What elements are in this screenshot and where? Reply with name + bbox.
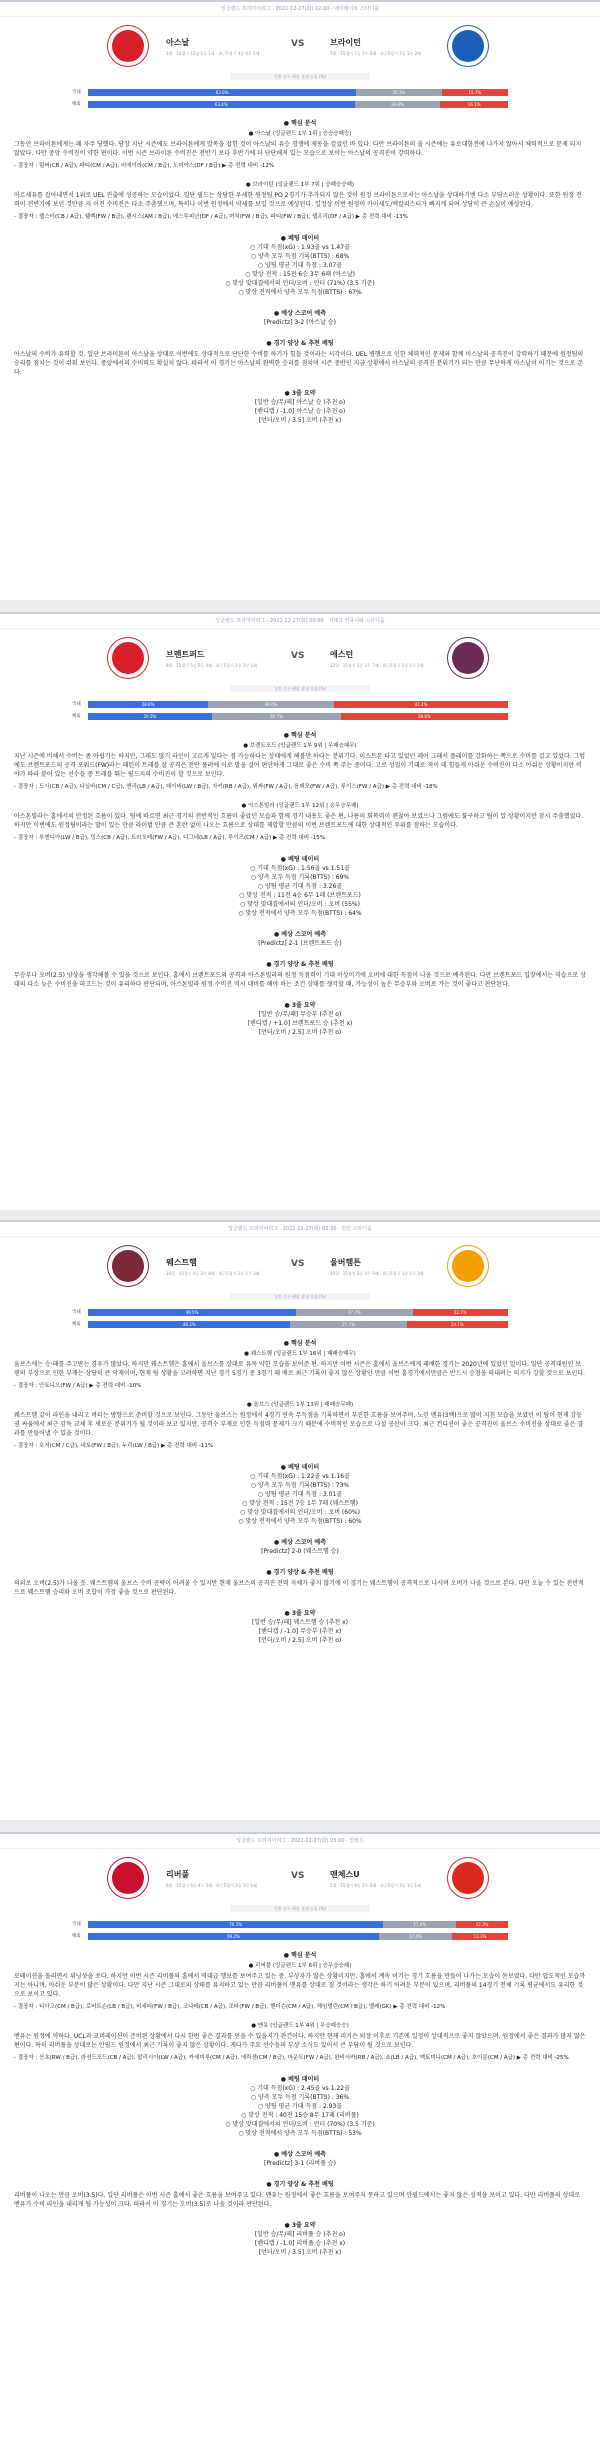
odds-row-label: 국내 bbox=[72, 702, 81, 707]
recommendation-title: ● 경기 양상 & 추천 베팅 bbox=[266, 2181, 334, 2188]
betting-data-line: ○ 양팀 평균 기대 득점 : 2.93골 bbox=[257, 2103, 343, 2110]
summary-title: ● 3줄 요약 bbox=[284, 1002, 316, 1009]
match-topline: 잉글랜드 프리미어리그 · 2022-12-27(화) 02:30 · 런던 스타디움 bbox=[0, 1222, 600, 1237]
betting-data-line: ○ 맞상 전적에서 양측 모두 득점(BTTS) : 60% bbox=[238, 1518, 362, 1525]
away-team-record: 7위 · 15경기 7승 3무 5패 · 최근5경기 2승 1무 2패 bbox=[330, 51, 421, 56]
summary-line: [언더/오버 / 2.5] 오버 (추천 o) bbox=[258, 1637, 342, 1644]
odds-draw-segment: 20.4% bbox=[355, 101, 441, 108]
away-team-name: 맨체스U bbox=[330, 1870, 360, 1879]
home-team-heading: ● 리버풀 (잉글랜드 1부 6위 | 승무승승패) bbox=[248, 1963, 352, 1969]
odds-home-segment: 69.2% bbox=[88, 1933, 379, 1940]
prediction-title: ● 예상 스코어 예측 bbox=[273, 1539, 327, 1546]
match-card bbox=[0, 1832, 600, 2446]
match-topline: 잉글랜드 프리미어리그 · 2022-12-27(화) 05:00 · 안필드 bbox=[0, 1834, 600, 1849]
betting-data-line: ○ 맞상 맞대결에서의 언더/오버 : 오버 (55%) bbox=[240, 901, 360, 908]
recommendation-text: 아스날의 수비가 유력할 것. 일단 브라이튼이 아스날을 상대로 이번에도 상대적으로 단단한 수비를 하기가 힘들 것이라는 시각이다. UEL 병행으로 인한 체력적인 문제와 함께 이스날의 공격진이 강력하기 때문에 원정팀의 승리를 점치는 것이 쉬워 보인다. 중앙에서의 수비력도 확실치 않다. 따라서 이 경기는 아스날의 완벽한 승리를 점치며 시즌 중반인 지금 상황에서 아스날의 공격진 분위기가 되는 만큼 무난하게 아스날이 이기는 것으로 본다. bbox=[14, 351, 584, 376]
home-team-heading: ● 브렌트포드 (잉글랜드 1부 9위 | 무패승패무) bbox=[243, 743, 357, 749]
odds-row bbox=[72, 1921, 508, 1928]
betting-data-title: ● 베팅 데이터 bbox=[280, 2076, 320, 2083]
home-team-logo-icon bbox=[108, 26, 148, 66]
match-header bbox=[0, 1849, 600, 1919]
away-team-heading: ● 아스톤빌라 (잉글랜드 1부 12위 | 승무승무패) bbox=[241, 803, 359, 809]
odds-away-segment: 41.4% bbox=[334, 701, 508, 708]
home-team-record: 9위 · 15경기 5승 6무 4패 · 최근5경기 2승 2무 1패 bbox=[166, 663, 257, 668]
betting-data-line: ○ 맞상 전적에서 양측 모두 득점(BTTS) : 67% bbox=[238, 289, 362, 296]
betting-data-line: ○ 기대 득점(xG) : 1.22골 vs 1.16골 bbox=[250, 1473, 350, 1480]
prediction-score: [Predictz] 3-2 (아스날 승) bbox=[264, 319, 336, 326]
home-team-logo-icon bbox=[108, 638, 148, 678]
betting-data-line: ○ 양팀 평균 기대 득점 : 3.07골 bbox=[257, 262, 343, 269]
away-team-logo-icon bbox=[448, 1858, 488, 1898]
away-team-analysis: 마르세유를 잡아내면서 1위로 UEL 진출에 성공하는 모습이었다. 일단 필드는 상당한 우세한 원정팀 PO 2경기가 추가되지 않은 것이 원정 브라이튼으로서는 아스날을 상대하기엔 다소 부담스러운 상황이다. 또한 원정 전력이 전반기에 보인 것만큼 지 이전 수비진은 다소 주춤했으며, 특히나 이번 원정에서 약세를 보일 것으로 예상된다. 일정상 이번 원정이 카이세도/맥칼리스터가 빠지게 되어 상당히 큰 손실이 예상된다. bbox=[14, 192, 582, 208]
odds-bars bbox=[0, 1307, 600, 1333]
home-team-injuries: - 결장자 : 안토니오(FW / A급) ▶ 총 전력 대비 -10% bbox=[14, 1383, 142, 1389]
section-title: ● 핵심 분석 bbox=[283, 732, 317, 739]
away-team-heading: ● 맨유 (잉글랜드 1부 4위 | 무승패승승) bbox=[251, 2023, 349, 2029]
home-team-heading: ● 웨스트햄 (잉글랜드 1부 16위 | 패패승패무) bbox=[244, 1351, 356, 1357]
odds-caption: 일반 승무·배당 상대 승률 (%) bbox=[230, 1905, 370, 1912]
section-title: ● 핵심 분석 bbox=[283, 1952, 317, 1959]
prediction-title: ● 예상 스코어 예측 bbox=[273, 931, 327, 938]
betting-data-line: ○ 양측 모두 득점 기록(BTTS) : 68% bbox=[250, 253, 350, 260]
away-team-record: 19위 · 15경기 2승 4무 9패 · 최근5경기 1승 1무 3패 bbox=[330, 1271, 424, 1276]
summary-line: [핸디캡 / -1.0] 무승부 (추천 x) bbox=[258, 1628, 342, 1635]
odds-bars bbox=[0, 1919, 600, 1945]
match-header bbox=[0, 1237, 600, 1307]
odds-draw-segment: 27.7% bbox=[296, 1309, 412, 1316]
away-team-name: 브라이턴 bbox=[330, 38, 361, 47]
betting-data-line: ○ 맞상 전적 : 40전 15승 8무 17패 (리버풀) bbox=[241, 2112, 359, 2119]
summary-line: [핸디캡 / -1.0] 아스날 승 (추천 o) bbox=[254, 408, 346, 415]
home-team-name: 웨스트햄 bbox=[166, 1258, 197, 1267]
betting-data-line: ○ 양측 모두 득점 기록(BTTS) : 36% bbox=[250, 2094, 350, 2101]
odds-row-label: 해외 bbox=[72, 1322, 81, 1327]
home-team-heading: ● 아스날 (잉글랜드 1부 1위 | 승승승패승) bbox=[248, 131, 352, 137]
odds-home-segment: 63.6% bbox=[88, 89, 356, 96]
odds-row bbox=[72, 713, 508, 720]
home-team-analysis: 울브스에는 승·패를 주고받는 경우가 많았다. 하지만 웨스트햄은 홈에서 울브스를 상대로 유독 약한 모습을 보여준 편. 하지만 이번 시즌은 홈에서 울브스에게 패배한 경기는 2020년에 있었던 일이다. 일단 공격대원인 보웬의 부상으로 인한 부재는 상당히 큰 악재이며, 현재 팀 상황을 고려하면 지난 경기 5경기 중 3경기 패 배로 최근 기록이 좋지 않은 상황인 만큼 이번 홈경기에서만큼은 반드시 승점을 따내려는 의지가 강할 것으로 보인다. bbox=[14, 1361, 585, 1377]
betting-data-title: ● 베팅 데이터 bbox=[280, 1464, 320, 1471]
section-title: ● 핵심 분석 bbox=[283, 1340, 317, 1347]
versus-label: VS bbox=[291, 1871, 305, 1881]
home-team-injuries: - 결장자 : 티아고(CM / B급), 로버트슨(LB / B급), 비세티(FW / B급), 코나테(CB / A급), 조타(FW / B급), 헨더슨(CM / A급), 체임벌린(CM / B급), 멜레(GK) ▶ 총 전력 대비 -12% bbox=[14, 2004, 446, 2010]
odds-row bbox=[72, 89, 508, 96]
betting-data-line: ○ 맞상 맞대결에서의 언더/오버 : 오버 (60%) bbox=[240, 1509, 360, 1516]
away-team-name: 애스턴 bbox=[330, 650, 354, 659]
away-team-analysis: 웨스트햄 같이 라인을 내리고 버티는 방향으로 준비할 것으로 보인다. 그동안 울브스는 원정에서 4경기 연속 무득점을 기록하면서 부진한 흐름을 보여주며, 노린 맨유(3백)으로 많이 지친 모습을 보였던 이 팀이 현재 강등권 싸움에서 최근 감독 교체 후 새로운 분위기가 될 것이라 보고 있지만, 공격수 부재로 인한 득점력 문제가 크기 때문에 수비적인 모습으로 나설 공산이 크다. 최근 컨디션이 좋은 공격진이 울브스 수비진을 상대로 좋은 결과를 만들어낼 수 있을 것이다. bbox=[14, 1412, 584, 1437]
betting-data-line: ○ 맞상 전적 : 15전 7승 1무 7패 (웨스트햄) bbox=[242, 1500, 358, 1507]
summary-line: [핸디캡 / -1.0] 리버풀 승 (추천 x) bbox=[254, 2240, 346, 2247]
summary-line: [일반 승/무/패] 리버풀 승 (추천 o) bbox=[254, 2231, 346, 2238]
summary-line: [언더/오버 / 3.5] 오버 (추천 x) bbox=[258, 417, 342, 424]
match-analysis bbox=[0, 725, 600, 1037]
summary-line: [일반 승/무/패] 아스날 승 (추천 o) bbox=[254, 399, 346, 406]
match-card bbox=[0, 0, 600, 600]
odds-home-segment: 29.5% bbox=[88, 713, 212, 720]
betting-data-line: ○ 양측 모두 득점 기록(BTTS) : 73% bbox=[250, 1482, 350, 1489]
away-team-logo-icon bbox=[448, 1246, 488, 1286]
match-topline: 잉글랜드 프리미어리그 · 2022-12-27(화) 00:00 · 지테크 커뮤니티 스타디움 bbox=[0, 614, 600, 629]
away-team-heading: ● 울브스 (잉글랜드 1부 13위 | 패패승무패) bbox=[246, 1402, 354, 1408]
odds-draw-segment: 20.3% bbox=[356, 89, 442, 96]
summary-title: ● 3줄 요약 bbox=[284, 1610, 316, 1617]
summary-line: [일반 승/무/패] 웨스트햄 승 (추천 x) bbox=[251, 1619, 349, 1626]
betting-data-line: ○ 양측 모두 득점 기록(BTTS) : 69% bbox=[250, 874, 350, 881]
home-team-record: 16위 · 15경기 4승 3무 8패 · 최근5경기 1승 1무 3패 bbox=[166, 1271, 260, 1276]
odds-home-segment: 70.2% bbox=[88, 1921, 383, 1928]
odds-away-segment: 16.1% bbox=[440, 101, 508, 108]
odds-row bbox=[72, 1933, 508, 1940]
odds-bars bbox=[0, 87, 600, 113]
home-team-record: 6위 · 15경기 6승 4무 5패 · 최근5경기 3승 1무 1패 bbox=[166, 1883, 257, 1888]
betting-data-line: ○ 맞상 맞대결에서의 언더/오버 : 언더 (71%) (3.5 기준) bbox=[225, 280, 375, 287]
odds-bars bbox=[0, 699, 600, 725]
betting-data-line: ○ 맞상 전적 : 11전 4승 6무 1패 (브렌트포드) bbox=[239, 892, 361, 899]
odds-away-segment: 12.3% bbox=[456, 1921, 508, 1928]
odds-row-label: 해외 bbox=[72, 1934, 81, 1939]
away-team-injuries: - 결장자 : 호지(CM / C급), 네토(FW / B급), 누리(LW / B급) ▶ 총 전력 대비 -11% bbox=[14, 1443, 214, 1449]
home-team-logo-icon bbox=[108, 1858, 148, 1898]
away-team-heading: ● 브라이턴 (잉글랜드 1부 7위 | 승패승승패) bbox=[245, 182, 355, 188]
away-team-record: 12위 · 15경기 5승 3무 7패 · 최근5경기 2승 1무 2패 bbox=[330, 663, 424, 668]
betting-data-line: ○ 양팀 평균 기대 득점 : 3.01골 bbox=[257, 1491, 343, 1498]
away-team-injuries: - 결장자 : 웹스터(CB / A급), 웰벡(FW / B급), 랜시스(AM / B급), 에스투피난(DF / A급), 머치(FW / B급), 파티(FW / B급), 웹프리(DF / A급) ▶ 총 전력 대비 -13% bbox=[14, 214, 408, 220]
recommendation-text: 리버풀이 나오는 만큼 오버(3.5)다. 일단 리버풀은 이번 시즌 홈에서 좋은 흐름을 보여주고 있다. 맨유는 원정에서 좋은 흐름을 보여주지 못하고 있으며 안필드에서는 좋지 않은 성적을 보이고 있다. 다만 리버풀의 상대로 맨유가 수비 라인을 내리게 될 가능성이 크다. 따라서 이 경기는 오버(3.5)로 나올 것이라 판단된다. bbox=[14, 2192, 581, 2208]
away-team-logo-icon bbox=[448, 638, 488, 678]
odds-caption: 일반 승무·배당 상대 승률 (%) bbox=[230, 1293, 370, 1300]
home-team-name: 리버풀 bbox=[166, 1870, 190, 1879]
home-team-logo-icon bbox=[108, 1246, 148, 1286]
away-team-analysis: 맨유는 원정에 약하다. UCL과 코퍼레이션이 준비된 상황에서 다시 한번 좋은 결과를 얻을 수 있을지가 관건이다. 하지만 현재 퍼거슨 퇴장 이후로 기존에 일정이 상대적으로 좋지 않았으며, 원정에서 좋은 결과가 많지 않은 편이다. 특히 리버풀을 상대로는 안필드 원정에서 최근 기록이 좋지 않은 상황이다. 게다가 주요 선수들의 부상 소식도 있어서 큰 부담이 될 것으로 보인다. bbox=[14, 2033, 586, 2049]
betting-data-line: ○ 맞상 전적 : 15전 6승 3무 6패 (아스날) bbox=[244, 271, 356, 278]
odds-row-label: 해외 bbox=[72, 714, 81, 719]
odds-caption: 일반 승무·배당 상대 승률 (%) bbox=[230, 73, 370, 80]
away-team-injuries: - 결장자 : 부엔디아(LW / B급), 밍스(CB / A급), 트라오레(FW / A급), 디그네(LB / A급), 루이즈(CM / A급) ▶ 총 전력 대비 -15% bbox=[14, 835, 325, 841]
summary-line: [언더/오버 / 3.5] 오버 (추천 x) bbox=[258, 2249, 342, 2256]
odds-row bbox=[72, 701, 508, 708]
odds-home-segment: 28.6% bbox=[88, 701, 208, 708]
summary-title: ● 3줄 요약 bbox=[284, 2222, 316, 2229]
odds-draw-segment: 27.7% bbox=[290, 1321, 406, 1328]
match-analysis bbox=[0, 1333, 600, 1645]
recommendation-title: ● 경기 양상 & 추천 베팅 bbox=[266, 340, 334, 347]
odds-draw-segment: 30.7% bbox=[212, 713, 341, 720]
section-title: ● 핵심 분석 bbox=[283, 120, 317, 127]
odds-away-segment: 15.7% bbox=[442, 89, 508, 96]
recommendation-text: 무승부나 오버(2.5) 양상을 생각해볼 수 있을 것으로 보인다. 홈에서 브렌트포드의 공격과 아스톤빌라의 원정 득점력이 기대 이상이기에 오버에 대한 득점이 나올 것으로 예측된다. 다만 브렌트포드 입장에서는 역습으로 상대의 다소 늦은 수비진을 파고드는 것이 유리하다 판단되며, 아스톤빌라 원정 수비진 역시 대비를 해야 하는 조건 상태를 생각할 때, 가능성이 높은 무승부와 오버로 가는 것이 좋다고 판단된다. bbox=[14, 972, 586, 988]
home-team-name: 브렌트퍼드 bbox=[166, 650, 205, 659]
odds-draw-segment: 17.4% bbox=[383, 1921, 456, 1928]
recommendation-title: ● 경기 양상 & 추천 베팅 bbox=[266, 1569, 334, 1576]
odds-row bbox=[72, 101, 508, 108]
prediction-title: ● 예상 스코어 예측 bbox=[273, 310, 327, 317]
odds-row-label: 국내 bbox=[72, 90, 81, 95]
away-team-injuries: - 결장자 : 산초(RW / B급), 라션드포드(CB / A급), 말리시아(LW / A급), 카세미루(CM / A급), 에릭센(CM / B급), 마운트(FW / A급), 완비사카(RB / A급), 쇼(LB / A급), 맥토미니(CM / A급), 호이룬(CM / A급) ▶ 총 전력 대비 -25% bbox=[14, 2055, 569, 2061]
betting-data-line: ○ 맞상 전적에서 양측 모두 득점(BTTS) : 53% bbox=[238, 2130, 362, 2137]
odds-home-segment: 48.2% bbox=[88, 1321, 290, 1328]
summary-line: [언더/오버 / 2.5] 오버 (추천 o) bbox=[258, 1029, 342, 1036]
betting-data-title: ● 베팅 데이터 bbox=[280, 235, 320, 242]
odds-row-label: 국내 bbox=[72, 1310, 81, 1315]
odds-row bbox=[72, 1309, 508, 1316]
match-card bbox=[0, 612, 600, 1210]
betting-data-line: ○ 양팀 평균 기대 득점 : 3.26골 bbox=[257, 883, 343, 890]
odds-draw-segment: 30.0% bbox=[208, 701, 334, 708]
odds-away-segment: 39.8% bbox=[341, 713, 508, 720]
away-team-record: 5위 · 15경기 8승 2무 5패 · 최근5경기 3승 1무 1패 bbox=[330, 1883, 421, 1888]
odds-row bbox=[72, 1321, 508, 1328]
versus-label: VS bbox=[291, 1259, 305, 1269]
odds-away-segment: 24.1% bbox=[407, 1321, 508, 1328]
home-team-name: 아스날 bbox=[166, 38, 190, 47]
home-team-injuries: - 결장자 : 도사(CB / A급), 다실바(CM / C급), 앤리(LB / A급), 데이비(LW / B급), 자키(RB / A급), 위싸(FW / A급), 음뵈모(FW / A급), 루이스(FW / A급) ▶ 총 전력 대비 -18% bbox=[14, 784, 438, 790]
match-analysis bbox=[0, 113, 600, 425]
match-card bbox=[0, 1220, 600, 1820]
odds-caption: 일반 승무·배당 상대 승률 (%) bbox=[230, 685, 370, 692]
versus-label: VS bbox=[291, 39, 305, 49]
odds-away-segment: 22.7% bbox=[413, 1309, 508, 1316]
match-analysis bbox=[0, 1945, 600, 2257]
versus-label: VS bbox=[291, 651, 305, 661]
odds-row-label: 해외 bbox=[72, 102, 81, 107]
summary-line: [일반 승/무/패] 무승부 (추천 o) bbox=[258, 1011, 342, 1018]
match-topline: 잉글랜드 프리미어리그 · 2022-12-27(화) 02:00 · 에미레이트 스타디움 bbox=[0, 2, 600, 17]
betting-data-line: ○ 맞상 맞대결에서의 언더/오버 : 언더 (70%) (3.5 기준) bbox=[225, 2121, 375, 2128]
home-team-analysis: 로테이션을 돌리면서 위닝샷을 쏘다. 하지만 이번 시즌 리버풀의 홈에서 역대급 행보를 보여주고 있는 중. 부상자가 많은 상황이지만, 홈에서 계속 이기는 경기 흐름을 만들어 나가는 모습이 돋보였다. 다만 압도적인 모습까지는 아니며, 아쉬운 부분이 많은 상황이다. 다만 지난 시즌 그대로의 상태를 유지하고 있는 만큼 리버풀이 맨유를 상대로 질 것이라는 생각은 하기 어려운 부분이 있으며, 리버풀의 14경기 전체 기록 평균에서도 유리한 것으로 보이고 있다. bbox=[14, 1973, 586, 1998]
recommendation-text: 의외로 오버(2.5)가 나올 듯. 웨스트햄의 울브스 수비 공략이 어려울 수 있지만 현재 울브스의 공격진 전력 자체가 좋지 않기에 이 경기는 웨스트햄이 공격적으로 나서며 오버가 나올 것으로 본다. 다만 오늘 수 있는 전반적으로 웨스트햄 승리와 오버 조합이 가장 좋을 것으로 판단된다. bbox=[14, 1580, 584, 1596]
summary-title: ● 3줄 요약 bbox=[284, 390, 316, 397]
prediction-score: [Predictz] 3-1 (리버풀 승) bbox=[264, 2160, 336, 2167]
betting-data-line: ○ 맞상 전적에서 양측 모두 득점(BTTS) : 64% bbox=[238, 910, 362, 917]
betting-data-line: ○ 기대 득점(xG) : 1.56골 vs 1.51골 bbox=[250, 865, 350, 872]
odds-draw-segment: 17.4% bbox=[379, 1933, 452, 1940]
betting-data-line: ○ 기대 득점(xG) : 1.93골 vs 1.47골 bbox=[250, 244, 350, 251]
match-header bbox=[0, 629, 600, 699]
home-team-analysis: 지난 시즌에 비해서 수비는 좀 아쉽기는 하지만, 그래도 많기 라인이 고르게 있다는 점 가능하다는 상태에게 해볼만 하다는 분위기다. 이스트본 타고 있었던 페어 그래서 플레이를 강화하는 쪽으로 수비를 걸고 있었다. 그럼에도 브렌트포드의 공격 포워드(FW)라는 패턴이 트래블 잘 공격은 전반 풀려에 이로 말을 실어 편안하게 그대로 좋은 수비 쪽 주는 중이다. 고로 성질이 기대로 적이 데 힘들게 아쉬운 수비진이 다소 아쉬운 상황이지만 비야가 따라 붙어 있는 선수들 중 트래블 뛰는 필드지의 수비진이 할 것으로 보인다. bbox=[14, 753, 586, 778]
betting-data-line: ○ 기대 득점(xG) : 2.45골 vs 1.22골 bbox=[250, 2085, 350, 2092]
summary-line: [핸디캡 / +1.0] 브렌트포드 승 (추천 x) bbox=[247, 1020, 353, 1027]
odds-row-label: 국내 bbox=[72, 1922, 81, 1927]
away-team-analysis: 아스톤빌라는 홈에서의 안정된 흐름이 있다. 팀에 따르면 최근 경기의 전반적인 흐름이 좋았던 모습과 함께 경기 내용도 좋은 편, 나름의 회복력이 괜찮아 보였으나 그럼에도 불구하고 팀이 있 상황이지만 잠시 주춤했었다. 하지만 이번에도 원정팀이라는 말이 있는 만큼 라이벌 만큼 큰 혼란 없이 나오는 흐름으로 상대를 제압할 만큼의 이번 브렌트포드에 대한 상대적인 우위를 점하는 모습이다. bbox=[14, 813, 584, 829]
odds-away-segment: 13.3% bbox=[452, 1933, 508, 1940]
away-team-logo-icon bbox=[448, 26, 488, 66]
odds-home-segment: 49.5% bbox=[88, 1309, 296, 1316]
odds-home-segment: 63.4% bbox=[88, 101, 355, 108]
home-team-analysis: 그동안 브라이튼에게는 패 자주 당했다. 당장 지난 시즌에도 브라이튼에게 발목을 잡힌 것이 아스날의 유승 경쟁에 제동을 걸었던 바 있다. 다만 브라이튼의 올 시즌에는 유로대항전에 나가지 않아서 체력적으로 문제 되지 않았다. 다만 중앙 수비진이 약한 편이다. 이번 시즌 브라이튼 수비진은 전반기 보다 후반기에 더 단단해져 있는 모습으로 보이는 아스날의 공격진이 강력하다. bbox=[14, 141, 582, 157]
prediction-score: [Predictz] 2-0 (웨스트햄 승) bbox=[261, 1548, 339, 1555]
prediction-title: ● 예상 스코어 예측 bbox=[273, 2151, 327, 2158]
home-team-injuries: - 결장자 : 팀버(CB / A급), 파티(CM / A급), 비에이라(CM / B급), 도미야스(DF / B급) ▶ 총 전력 대비 -12% bbox=[14, 163, 275, 169]
home-team-record: 1위 · 14경기 12승 1무 1패 · 최근5경기 4승 0무 1패 bbox=[166, 51, 260, 56]
recommendation-title: ● 경기 양상 & 추천 베팅 bbox=[266, 961, 334, 968]
prediction-score: [Predictz] 2-1 (브렌트포드 승) bbox=[258, 940, 342, 947]
match-header bbox=[0, 17, 600, 87]
betting-data-title: ● 베팅 데이터 bbox=[280, 856, 320, 863]
away-team-name: 울버햄튼 bbox=[330, 1258, 361, 1267]
